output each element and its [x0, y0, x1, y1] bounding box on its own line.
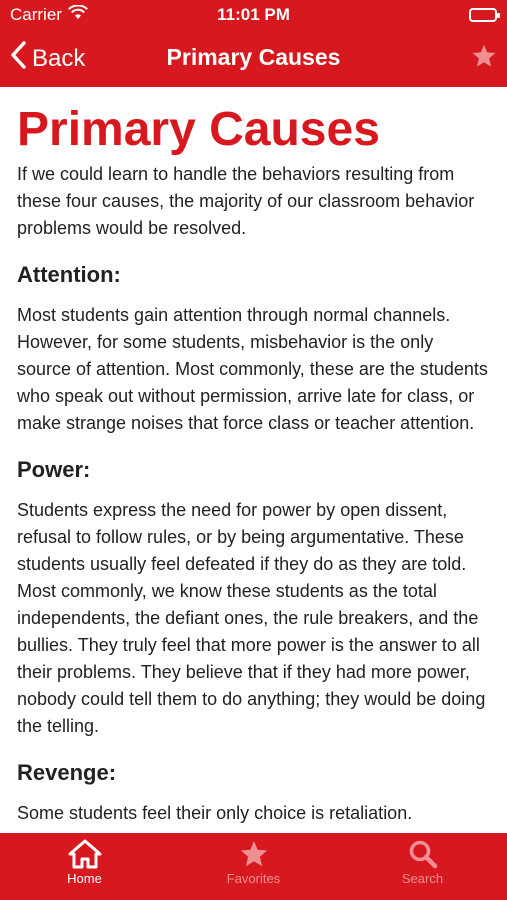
section-title-power: Power: [17, 457, 91, 482]
section-body-revenge: Some students feel their only choice is retaliation. [17, 803, 413, 823]
tab-home-label: Home [67, 871, 102, 886]
nav-bar [0, 30, 507, 87]
star-icon [239, 839, 269, 869]
nav-title: Primary Causes [166, 44, 341, 70]
battery-icon [469, 8, 497, 22]
section-body-attention: Most students gain attention through normal channels. However, for some students, misbehavior is the only source of attention. Most commonly, these are the students who speak out without permission, arrive late for class, or make strange noises that force class or teacher attention. [17, 305, 488, 433]
tab-search-label: Search [401, 871, 444, 886]
section-body-power: Students express the need for power by open dissent, refusal to follow rules, or by being argumentative. These students usually feel defeated if they do as they are told. Most commonly, we know these students as the total independents, the defiant ones, the rule breakers, and the bullies. They truly feel that more power is the answer to all their problems. They believe that if they had more power, nobody could tell them to do anything; they would be doing the telling. [17, 500, 486, 736]
search-icon [408, 839, 438, 869]
section-title-attention: Attention: [17, 262, 121, 287]
carrier-label: Carrier [10, 5, 62, 24]
home-icon [68, 839, 102, 869]
section-title-revenge: Revenge: [17, 760, 117, 785]
star-icon [471, 43, 497, 69]
status-time: 11:01 PM [217, 5, 290, 24]
article-content[interactable] [0, 87, 507, 833]
page-title: Primary Causes [17, 103, 380, 156]
tab-favorites-label: Favorites [226, 871, 281, 886]
tab-home[interactable] [0, 833, 169, 900]
favorite-star-button[interactable] [471, 43, 497, 74]
status-bar [0, 0, 507, 30]
tab-favorites[interactable] [169, 833, 338, 900]
tab-search[interactable] [338, 833, 507, 900]
intro-paragraph: If we could learn to handle the behaviors resulting from these four causes, the majority of our classroom behavior problems would be resolved. [17, 164, 475, 238]
tab-bar [0, 833, 507, 900]
back-label: Back [32, 44, 86, 72]
